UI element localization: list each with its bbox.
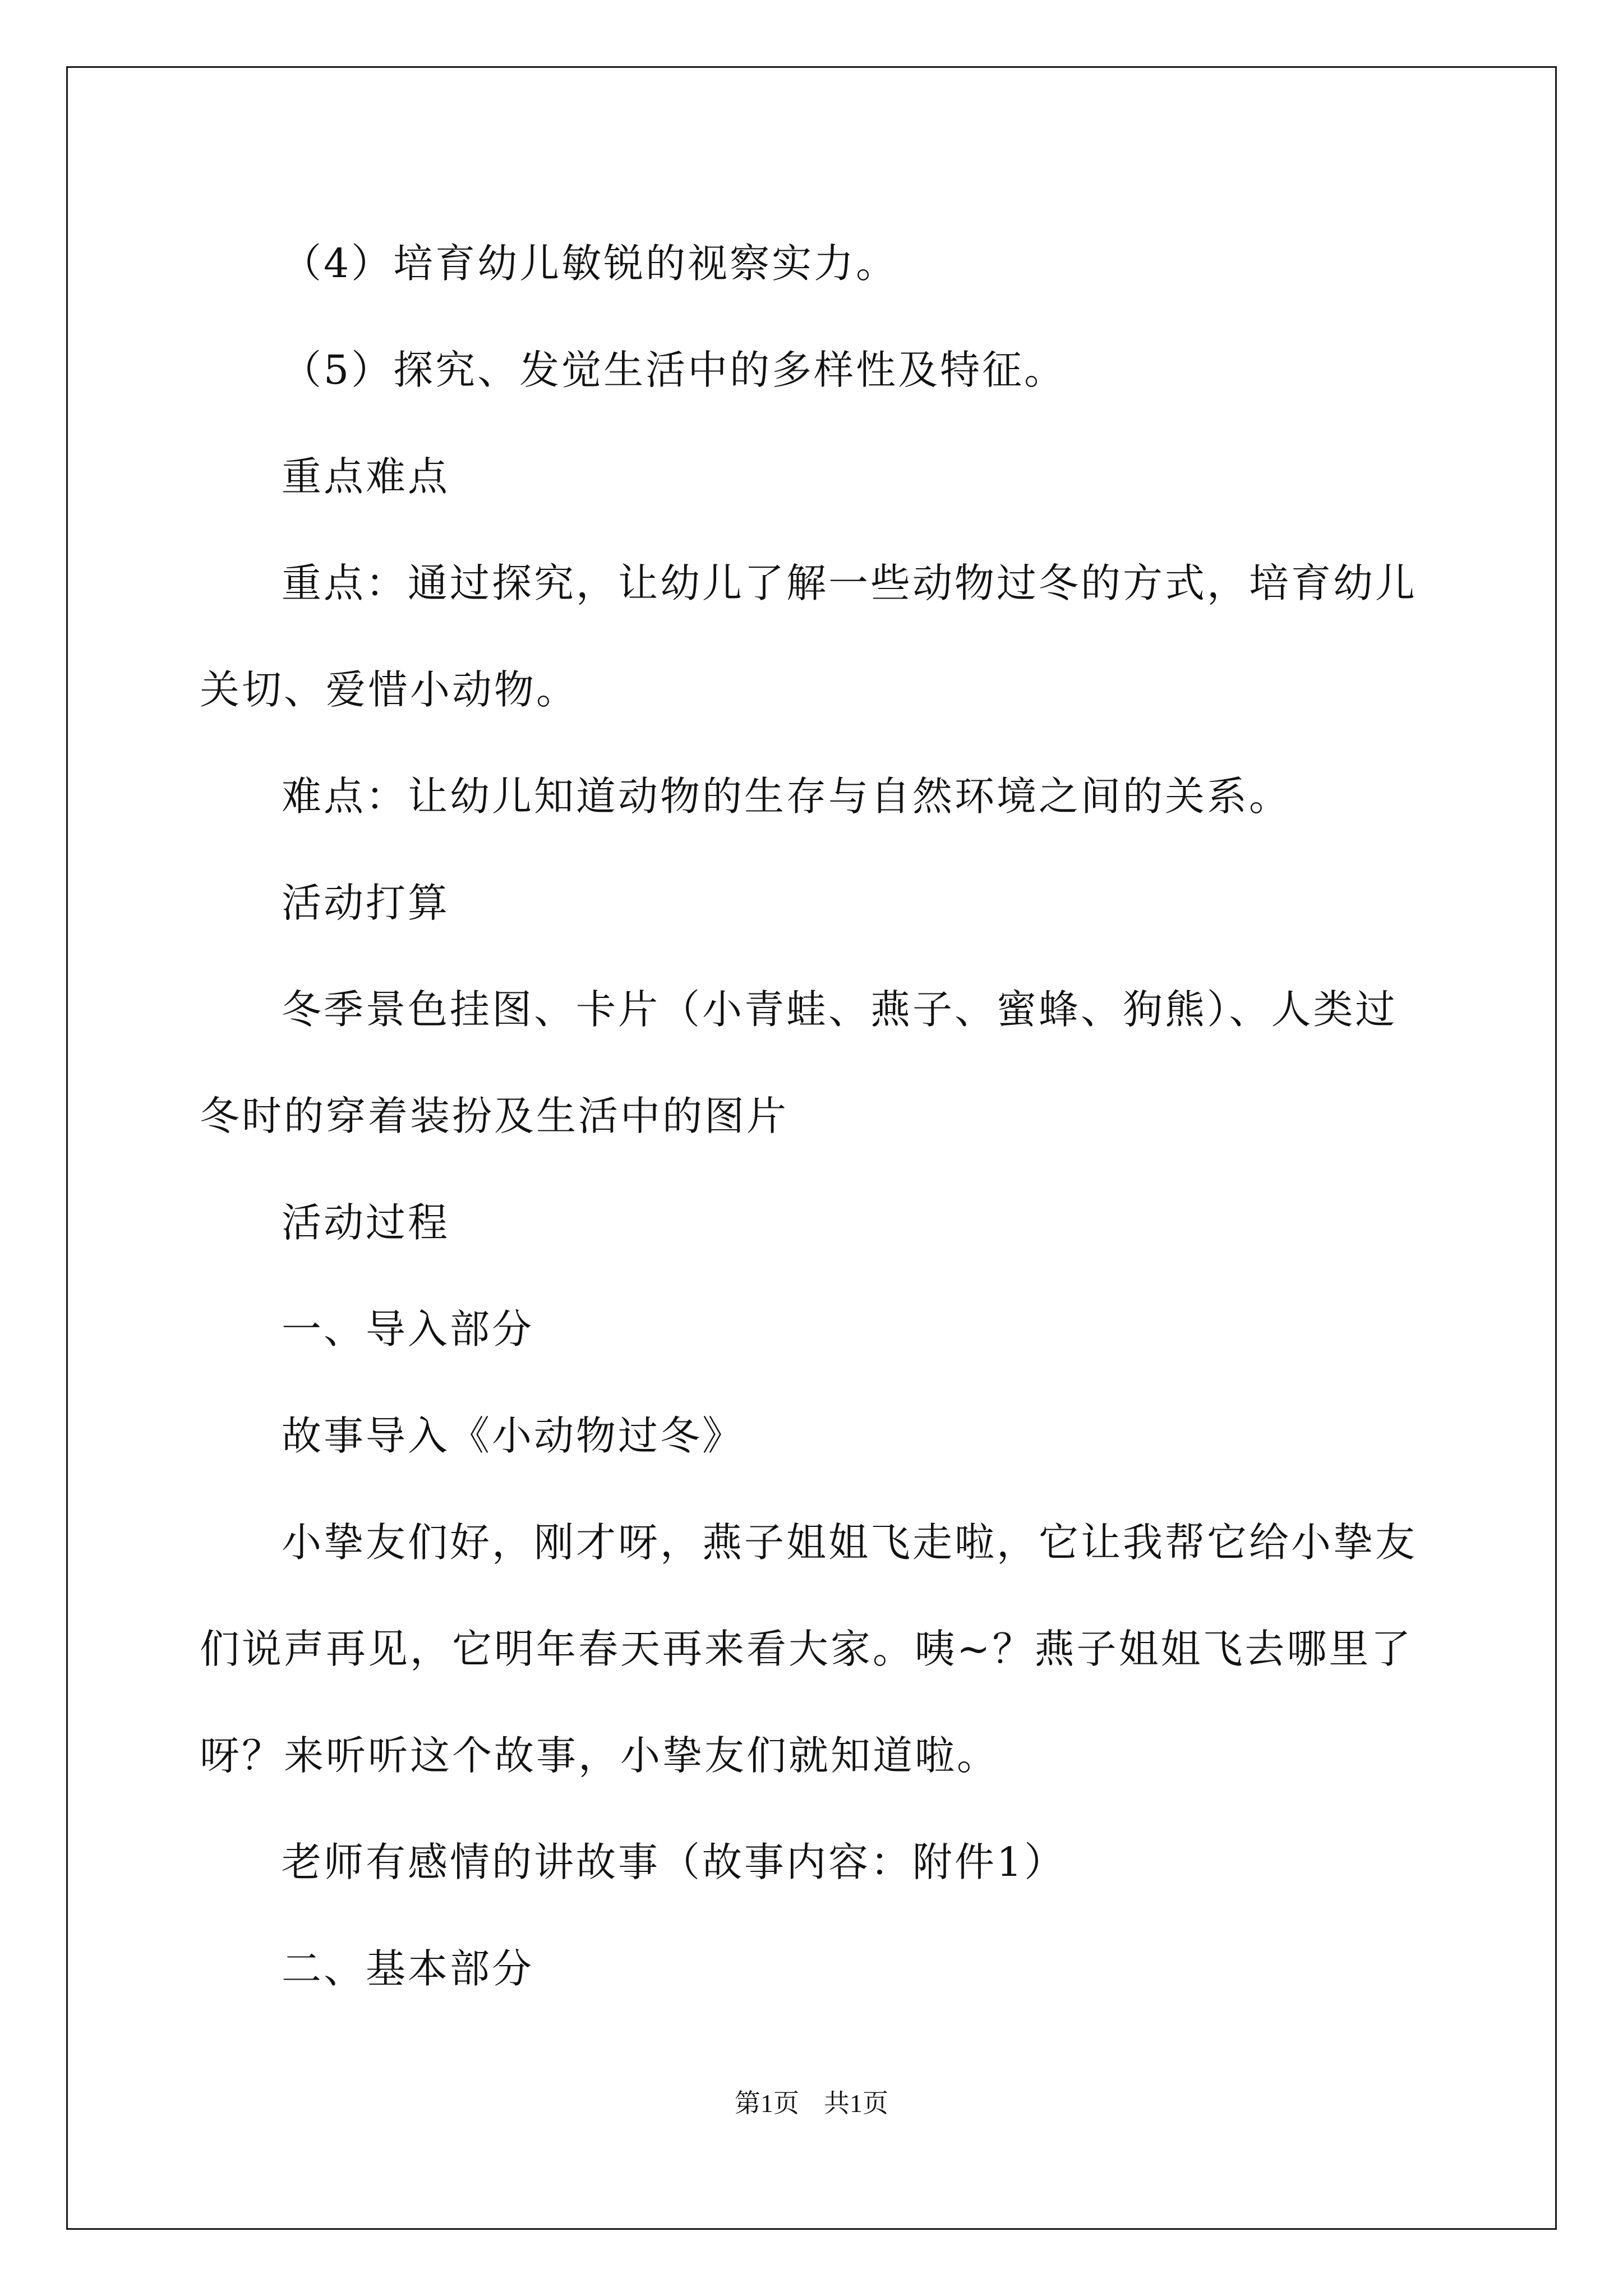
heading-introduction-part: 一、导入部分	[282, 1306, 534, 1352]
heading-activity-process: 活动过程	[282, 1199, 450, 1246]
paragraph-teacher-story: 老师有感情的讲故事（故事内容：附件1）	[282, 1839, 1067, 1885]
document-body	[200, 210, 1433, 2022]
paragraph-materials: 冬季景色挂图、卡片（小青蛙、燕子、蜜蜂、狗熊）、人类过冬时的穿着装扮及生活中的图片	[200, 986, 1398, 1139]
page-total: 共1页	[824, 2089, 888, 2118]
paragraph-story-intro: 故事导入《小动物过冬》	[282, 1412, 745, 1459]
paragraph-difficulty: 难点：让幼儿知道动物的生存与自然环境之间的关系。	[282, 773, 1292, 820]
heading-activity-preparation: 活动打算	[282, 880, 450, 926]
heading-key-difficulties: 重点难点	[282, 453, 450, 500]
paragraph-objective-5: （5）探究、发觉生活中的多样性及特征。	[282, 347, 1067, 393]
heading-basic-part: 二、基本部分	[282, 1945, 534, 1992]
paragraph-story-dialogue: 小挚友们好，刚才呀，燕子姐姐飞走啦，它让我帮它给小挚友们说声再见，它明年春天再来看大家。咦~？燕子姐姐飞去哪里了呀？来听听这个故事，小挚友们就知道啦。	[200, 1519, 1418, 1779]
page-footer	[0, 2087, 1623, 2120]
page-number: 第1页	[735, 2089, 799, 2118]
paragraph-key-point: 重点：通过探究，让幼儿了解一些动物过冬的方式，培育幼儿关切、爱惜小动物。	[200, 560, 1418, 713]
paragraph-objective-4: （4）培育幼儿敏锐的视察实力。	[282, 240, 898, 287]
